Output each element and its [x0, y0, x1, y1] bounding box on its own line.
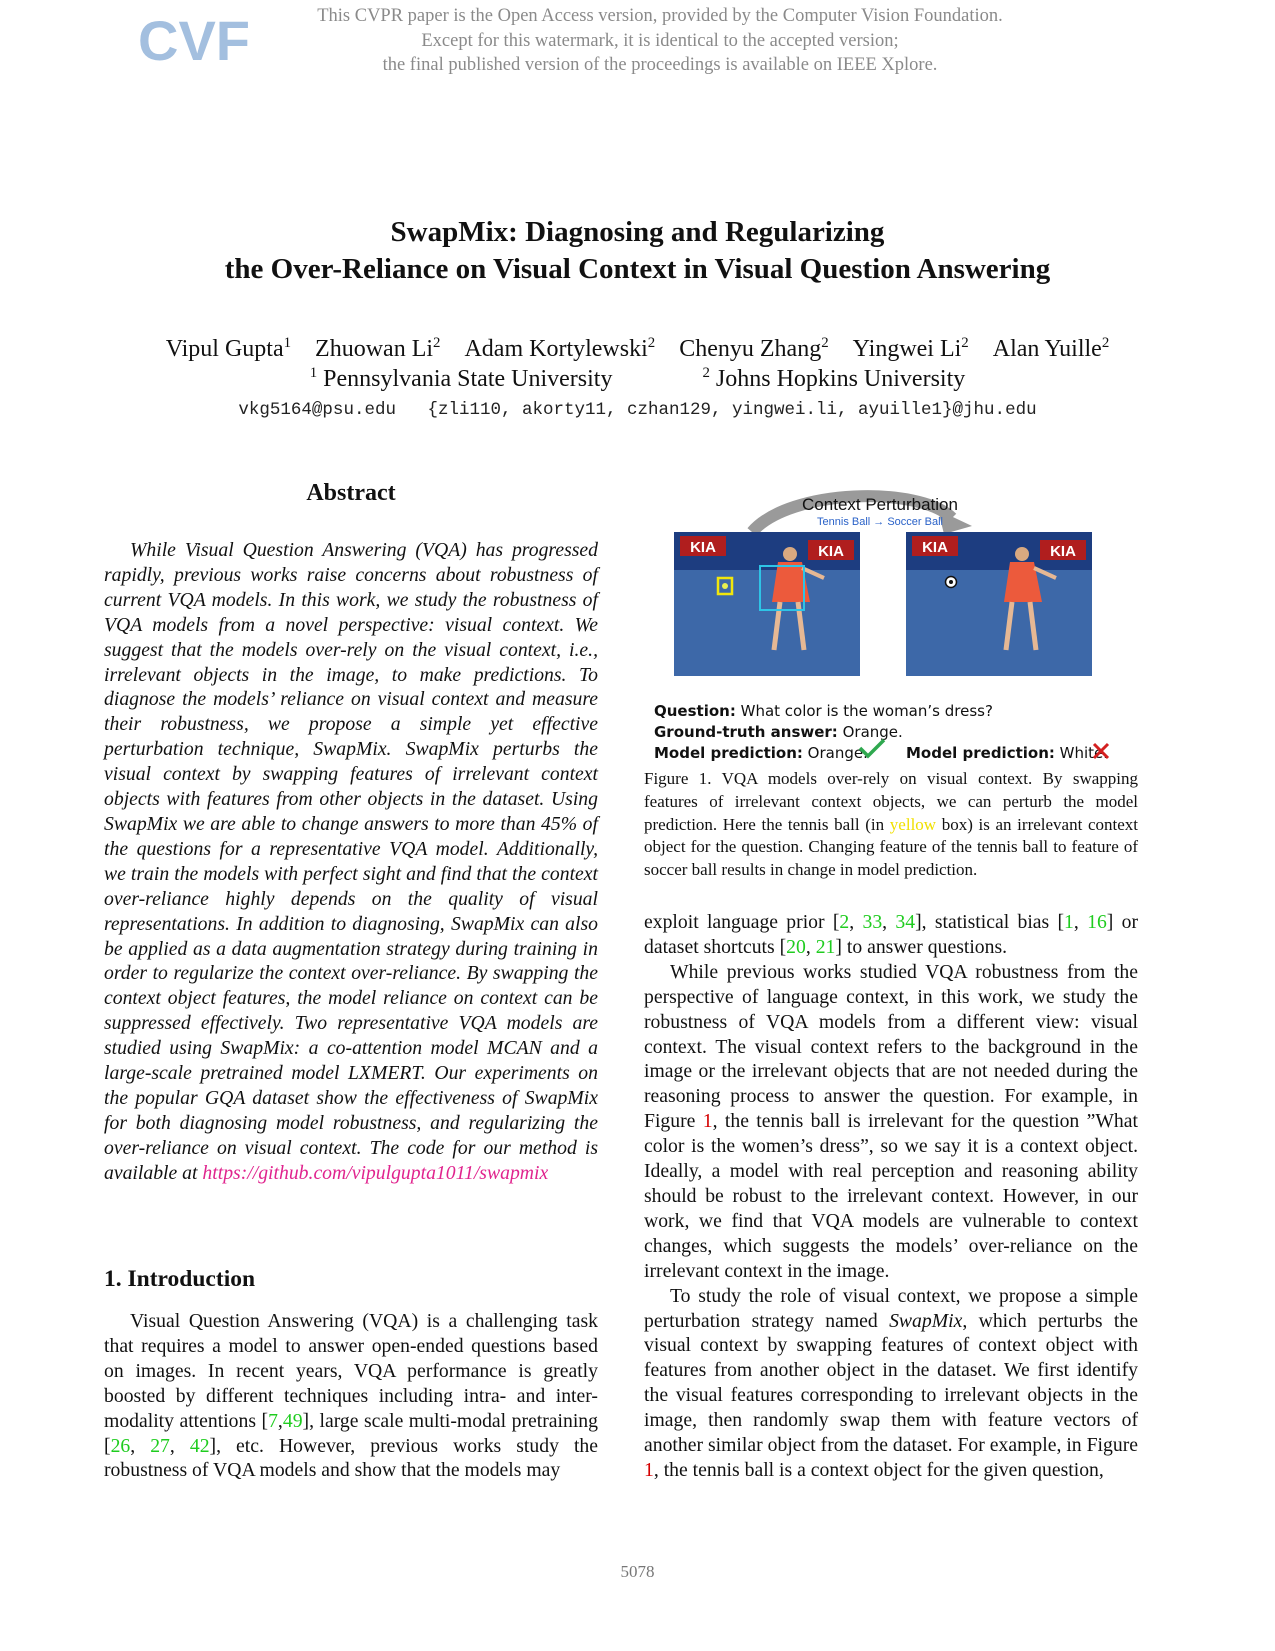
abstract-text: While Visual Question Answering (VQA) has progressed rapidly, previous works raise concerns about robustness of current VQA models. In this work, we study the robustness of VQA models from a novel perspective: visual context. We suggest that the models over-rely on the visual context, i.e., irrelevant objects in the image, to make predictions. To diagnose the models’ reliance on visual context and measure their robustness, we propose a simple yet effective perturbation technique, SwapMix. SwapMix perturbs the visual context by swapping features of irrelevant context objects with features from other objects in the dataset. Using SwapMix we are able to change answers to more than 45% of the questions for a representative VQA model. Additionally, we train the models with perfect sight and find that the context over-reliance highly depends on the quality of visual representations. In addition to diagnosing, SwapMix can also be applied as a data augmentation strategy during training in order to regularize the context over-reliance. By swapping the context object features, the model reliance on context can be suppressed effectively. Two representative VQA models are studied using SwapMix: a co-attention model MCAN and a large-scale pretrained model LXMERT. Our experiments on the popular GQA dataset show the effectiveness of SwapMix for both diagnosing model robustness, and regularizing the over-reliance on visual context. The code for our method is available at https://github.com/vipulgupta1011/swapmix	[104, 539, 598, 1184]
author: Alan Yuille$^2$	[992, 334, 1110, 362]
tennis-ball	[722, 583, 728, 589]
citation[interactable]: 27	[150, 1434, 170, 1457]
original-image	[674, 532, 860, 676]
citation[interactable]: 42	[189, 1434, 210, 1457]
cvf-logo	[138, 9, 250, 72]
author: Chenyu Zhang$^2$	[679, 334, 829, 362]
kia-sign: KIA	[690, 539, 716, 556]
figure-1-caption: Figure 1. VQA models over-rely on visual context. By swapping features of irrelevant context objects, we can perturb the model prediction. Here the tennis ball (in yellow box) is an irrelevant context object for the question. Changing feature of the tennis ball to feature of soccer ball results in change in model prediction.	[644, 769, 1138, 880]
arrow-label: Context Perturbation	[802, 495, 958, 514]
citation[interactable]: 7	[268, 1409, 278, 1432]
kia-sign: KIA	[818, 543, 844, 560]
citation[interactable]: 1	[1064, 911, 1074, 933]
title-line-1: SwapMix: Diagnosing and Regularizing	[390, 216, 885, 248]
abstract-heading: Abstract	[306, 480, 396, 506]
citation[interactable]: 49	[282, 1409, 303, 1432]
paper-title	[0, 214, 1275, 288]
author: Zhuowan Li$^2$	[315, 334, 441, 362]
figure-ground-truth: Ground-truth answer: Orange.	[654, 723, 903, 741]
affiliation: $^2$ Johns Hopkins University	[702, 364, 966, 392]
author: Vipul Gupta$^1$	[165, 334, 292, 362]
arrow-sublabel: Tennis Ball → Soccer Ball	[817, 516, 943, 528]
kia-sign: KIA	[1050, 543, 1076, 560]
figure-question: Question: What color is the woman’s dress?	[654, 702, 993, 720]
figure-1	[640, 490, 1120, 762]
author: Adam Kortylewski$^2$	[464, 334, 656, 362]
code-link[interactable]: https://github.com/vipulgupta1011/swapmix	[202, 1161, 549, 1184]
citation[interactable]: 34	[895, 911, 916, 933]
citation[interactable]: 26	[110, 1434, 131, 1457]
author: Yingwei Li$^2$	[852, 334, 969, 362]
paragraph: While previous works studied VQA robustness from the perspective of language context, in this work, we study the robustness of VQA models from a different view: visual context. The visual context refers to the background in the image or the irrelevant objects that are not needed during the reasoning process to answer the question. For example, in Figure 1, the tennis ball is irrelevant for the question ”What color is the women’s dress”, so we say it is a context object. Ideally, a model with real perception and reasoning ability should be robust to the irrelevant context. However, in our work, we find that VQA models are vulnerable to context changes, which suggests the models’ over-reliance on the irrelevant context in the image.	[644, 960, 1138, 1282]
introduction-heading: 1. Introduction	[104, 1266, 256, 1292]
author-emails	[0, 400, 1275, 420]
figure-prediction-original: Model prediction: Orange.	[654, 744, 868, 762]
figure-prediction-perturbed: Model prediction: White.	[906, 744, 1109, 762]
email-psu: vkg5164@psu.edu	[238, 400, 396, 420]
watermark-line-1: This CVPR paper is the Open Access version, provided by the Computer Vision Foundation.	[317, 6, 1003, 26]
cvf-logo-text: CVF	[138, 9, 250, 72]
figure-reference[interactable]: 1	[702, 1110, 713, 1133]
citation[interactable]: 33	[862, 911, 883, 933]
affiliation: $^1$ Pennsylvania State University	[309, 364, 613, 392]
open-access-watermark	[230, 4, 1090, 78]
citation[interactable]: 20	[786, 935, 806, 958]
figure-reference[interactable]: 1	[644, 1458, 654, 1481]
author-list	[0, 334, 1275, 364]
kia-sign: KIA	[922, 539, 948, 556]
watermark-line-2: Except for this watermark, it is identical to the accepted version;	[421, 30, 899, 51]
email-jhu: {zli110, akorty11, czhan129, yingwei.li, ayuille1}@jhu.edu	[427, 400, 1037, 420]
watermark-line-3: the final published version of the proceedings is available on IEEE Xplore.	[382, 55, 938, 75]
page-number: 5078	[620, 1562, 655, 1581]
paragraph: exploit language prior [2, 33, 34], statistical bias [1, 16] or dataset shortcuts [20, 21] to answer questions.	[644, 911, 1139, 958]
citation[interactable]: 16	[1087, 911, 1107, 933]
right-column-text	[644, 910, 1138, 1483]
affiliations	[0, 364, 1275, 394]
title-line-2: the Over-Reliance on Visual Context in Visual Question Answering	[224, 253, 1051, 285]
paragraph: To study the role of visual context, we propose a simple perturbation strategy named SwapMix, which perturbs the visual context by swapping features of context object with features from another object in the dataset. We first identify the visual features corresponding to irrelevant objects in the image, then randomly swap them with feature vectors of another similar object from the dataset. For example, in Figure 1, the tennis ball is a context object for the given question,	[644, 1284, 1138, 1481]
introduction-paragraph: Visual Question Answering (VQA) is a challenging task that requires a model to answer open-ended questions based on images. In recent years, VQA performance is greatly boosted by different techniques including intra- and inter-modality attentions [7,49], large scale multi-modal pretraining [26, 27, 42], etc. However, previous works study the robustness of VQA models and show that the models may	[104, 1310, 598, 1482]
perturbed-image	[906, 532, 1092, 676]
citation[interactable]: 21	[815, 935, 836, 958]
citation[interactable]: 2	[839, 911, 850, 933]
